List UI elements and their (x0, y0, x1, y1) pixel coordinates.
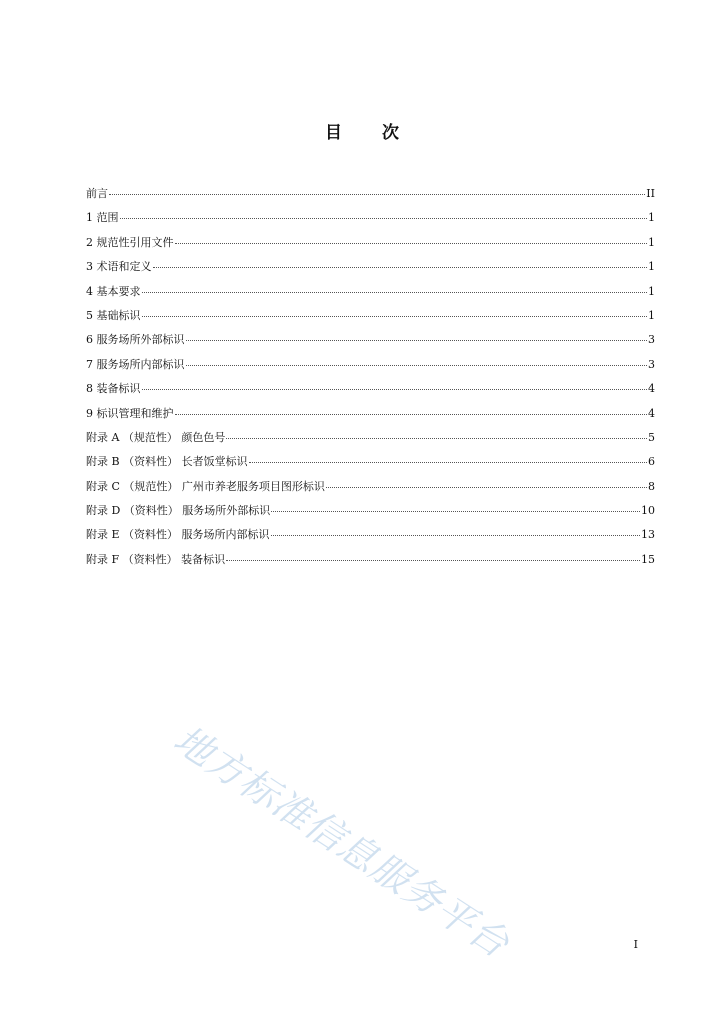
toc-entry-appendix-f[interactable] (86, 551, 655, 575)
page-number: I (633, 938, 638, 951)
toc-entry-appendix-d[interactable] (86, 502, 655, 526)
toc-label: 附录 F （资料性） 装备标识 (86, 552, 226, 566)
toc-label: 1 范围 (86, 211, 119, 225)
toc-leader-dots (271, 502, 640, 514)
toc-page-number: 5 (648, 430, 655, 444)
toc-page-number: 1 (648, 235, 655, 249)
toc-leader-dots (175, 405, 648, 417)
toc-label: 附录 A （规范性） 颜色色号 (86, 430, 226, 444)
toc-page-number: 1 (648, 308, 655, 322)
toc-entry-4[interactable] (86, 283, 655, 307)
toc-leader-dots (142, 307, 648, 319)
toc-page-number: 10 (641, 504, 655, 518)
toc-leader-dots (249, 453, 647, 465)
toc-label: 5 基础标识 (86, 308, 141, 322)
toc-page-number: II (646, 187, 655, 200)
toc-page-number: 1 (648, 284, 655, 298)
toc-page-number: 6 (648, 455, 655, 469)
table-of-contents (86, 185, 655, 575)
toc-leader-dots (186, 356, 648, 368)
toc-entry-appendix-a[interactable] (86, 429, 655, 453)
toc-label: 4 基本要求 (86, 284, 141, 298)
toc-label: 3 术语和定义 (86, 260, 152, 274)
toc-leader-dots (226, 551, 640, 563)
toc-page-number: 8 (648, 479, 655, 493)
toc-leader-dots (109, 185, 645, 197)
toc-leader-dots (120, 209, 648, 221)
toc-entry-appendix-e[interactable] (86, 526, 655, 550)
toc-label: 前言 (86, 187, 108, 200)
toc-label: 9 标识管理和维护 (86, 406, 174, 420)
toc-label: 附录 D （资料性） 服务场所外部标识 (86, 504, 271, 518)
toc-entry-3[interactable] (86, 258, 655, 282)
toc-label: 2 规范性引用文件 (86, 235, 174, 249)
toc-label: 8 装备标识 (86, 382, 141, 396)
page-title (0, 118, 724, 143)
toc-leader-dots (186, 331, 648, 343)
toc-entry-7[interactable] (86, 356, 655, 380)
toc-leader-dots (142, 283, 648, 295)
toc-page-number: 4 (648, 382, 655, 396)
toc-leader-dots (326, 478, 647, 490)
toc-page-number: 1 (648, 260, 655, 274)
toc-leader-dots (142, 380, 648, 392)
title-char-1: 目 (325, 123, 342, 143)
toc-leader-dots (153, 258, 648, 270)
toc-page-number: 3 (648, 357, 655, 371)
toc-label: 7 服务场所内部标识 (86, 357, 185, 371)
toc-label: 附录 C （规范性） 广州市养老服务项目图形标识 (86, 479, 325, 493)
title-char-2: 次 (382, 123, 399, 143)
toc-label: 附录 E （资料性） 服务场所内部标识 (86, 528, 270, 542)
toc-page-number: 13 (641, 528, 655, 542)
toc-entry-9[interactable] (86, 405, 655, 429)
toc-page-number: 3 (648, 333, 655, 347)
toc-entry-6[interactable] (86, 331, 655, 355)
toc-entry-1[interactable] (86, 209, 655, 233)
toc-page-number: 1 (648, 211, 655, 225)
watermark-text: 地方标准信息服务平台 (166, 716, 518, 967)
toc-label: 6 服务场所外部标识 (86, 333, 185, 347)
toc-entry-appendix-b[interactable] (86, 453, 655, 477)
toc-entry-8[interactable] (86, 380, 655, 404)
toc-entry-5[interactable] (86, 307, 655, 331)
toc-leader-dots (175, 234, 648, 246)
toc-page-number: 4 (648, 406, 655, 420)
toc-entry-foreword[interactable] (86, 185, 655, 209)
toc-entry-2[interactable] (86, 234, 655, 258)
toc-entry-appendix-c[interactable] (86, 478, 655, 502)
toc-page-number: 15 (641, 552, 655, 566)
toc-label: 附录 B （资料性） 长者饭堂标识 (86, 455, 248, 469)
toc-leader-dots (226, 429, 647, 441)
toc-leader-dots (271, 526, 640, 538)
